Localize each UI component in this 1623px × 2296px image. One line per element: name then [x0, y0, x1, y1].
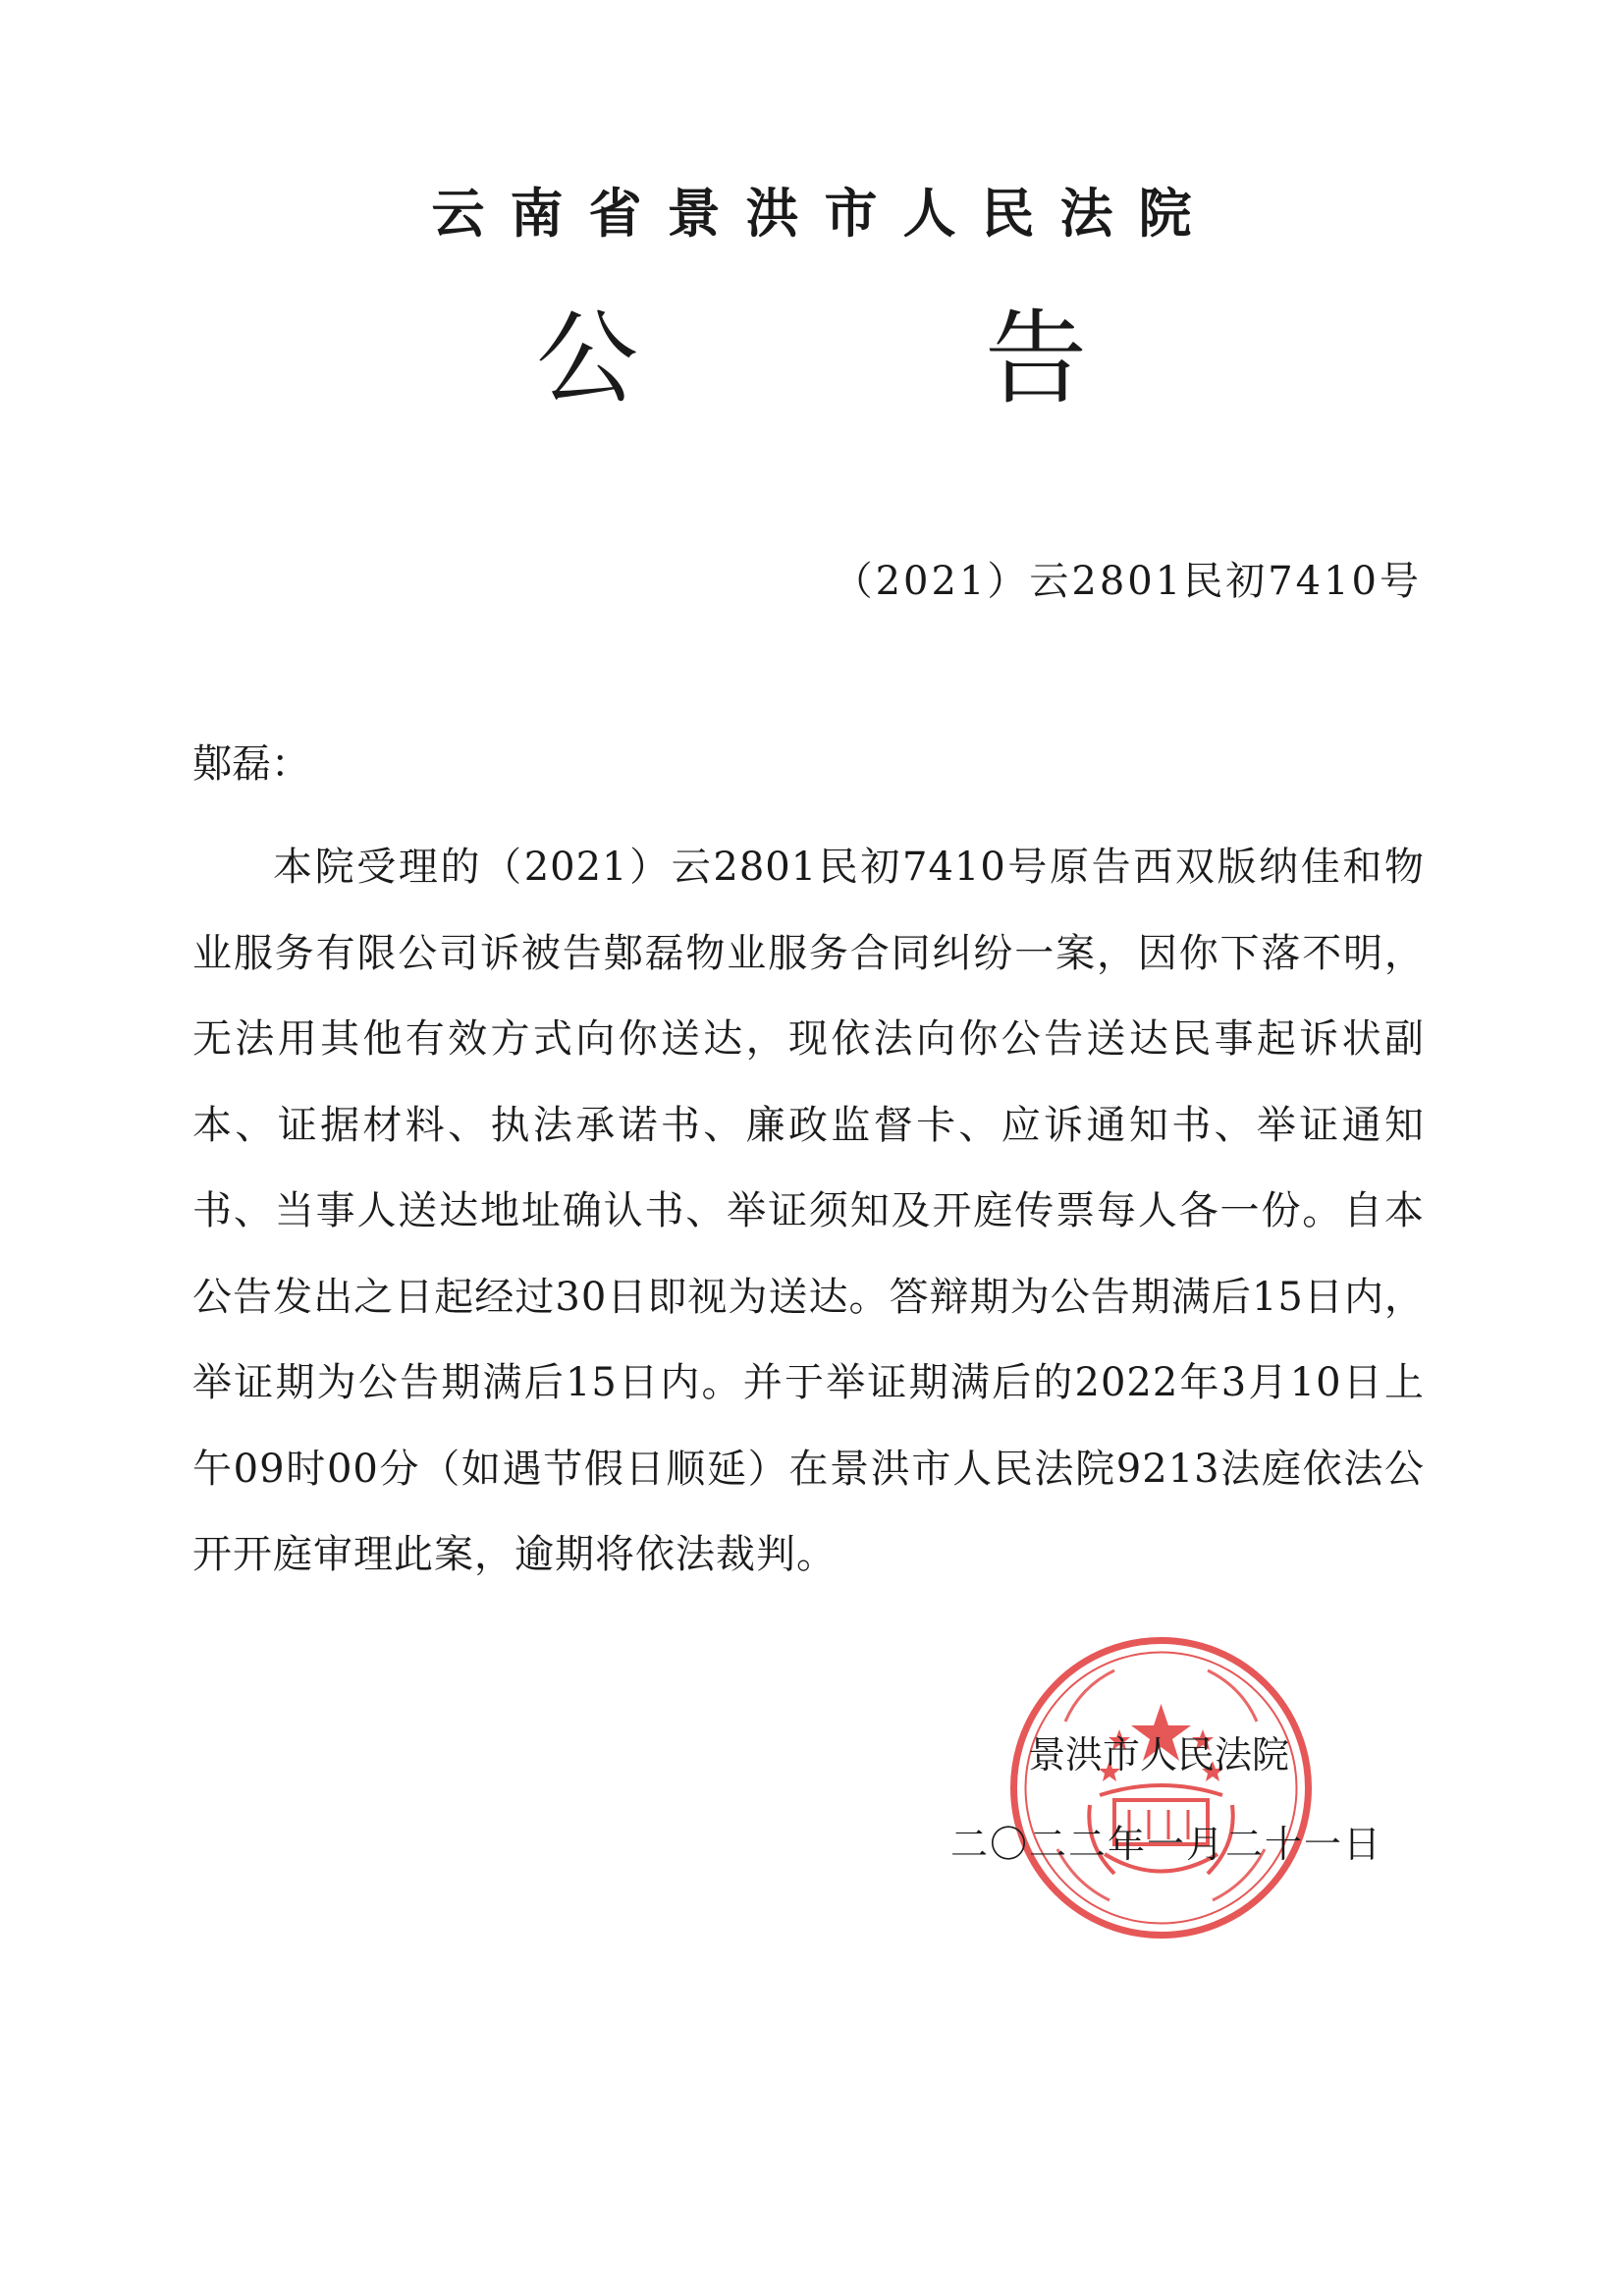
recipient-salutation: 鄚磊： — [192, 741, 310, 787]
official-seal-icon — [1006, 1633, 1316, 1942]
court-name-header: 云南省景洪市人民法院 — [431, 183, 1217, 245]
signature-date: 二〇二二年一月二十一日 — [950, 1823, 1383, 1866]
notice-body: 本院受理的（2021）云2801民初7410号原告西双版纳佳和物业服务有限公司诉被告鄚磊物业服务合同纠纷一案，因你下落不明，无法用其他有效方式向你送达，现依法向你公告送达民事起诉状副本、证据材料、执法承诺书、廉政监督卡、应诉通知书、举证通知书、当事人送达地址确认书、举证须知及开庭传票每人各一份。自本公告发出之日起经过30日即视为送达。答辩期为公告期满后15日内，举证期为公告期满后15日内。并于举证期满后的2022年3月10日上午09时00分（如遇节假日顺延）在景洪市人民法院9213法庭依法公开开庭审理此案，逾期将依法裁判。 — [192, 845, 1425, 1577]
case-number: （2021）云2801民初7410号 — [833, 559, 1422, 604]
signature-court-name: 景洪市人民法院 — [1028, 1733, 1290, 1777]
document-title: 公 告 — [535, 299, 1245, 418]
